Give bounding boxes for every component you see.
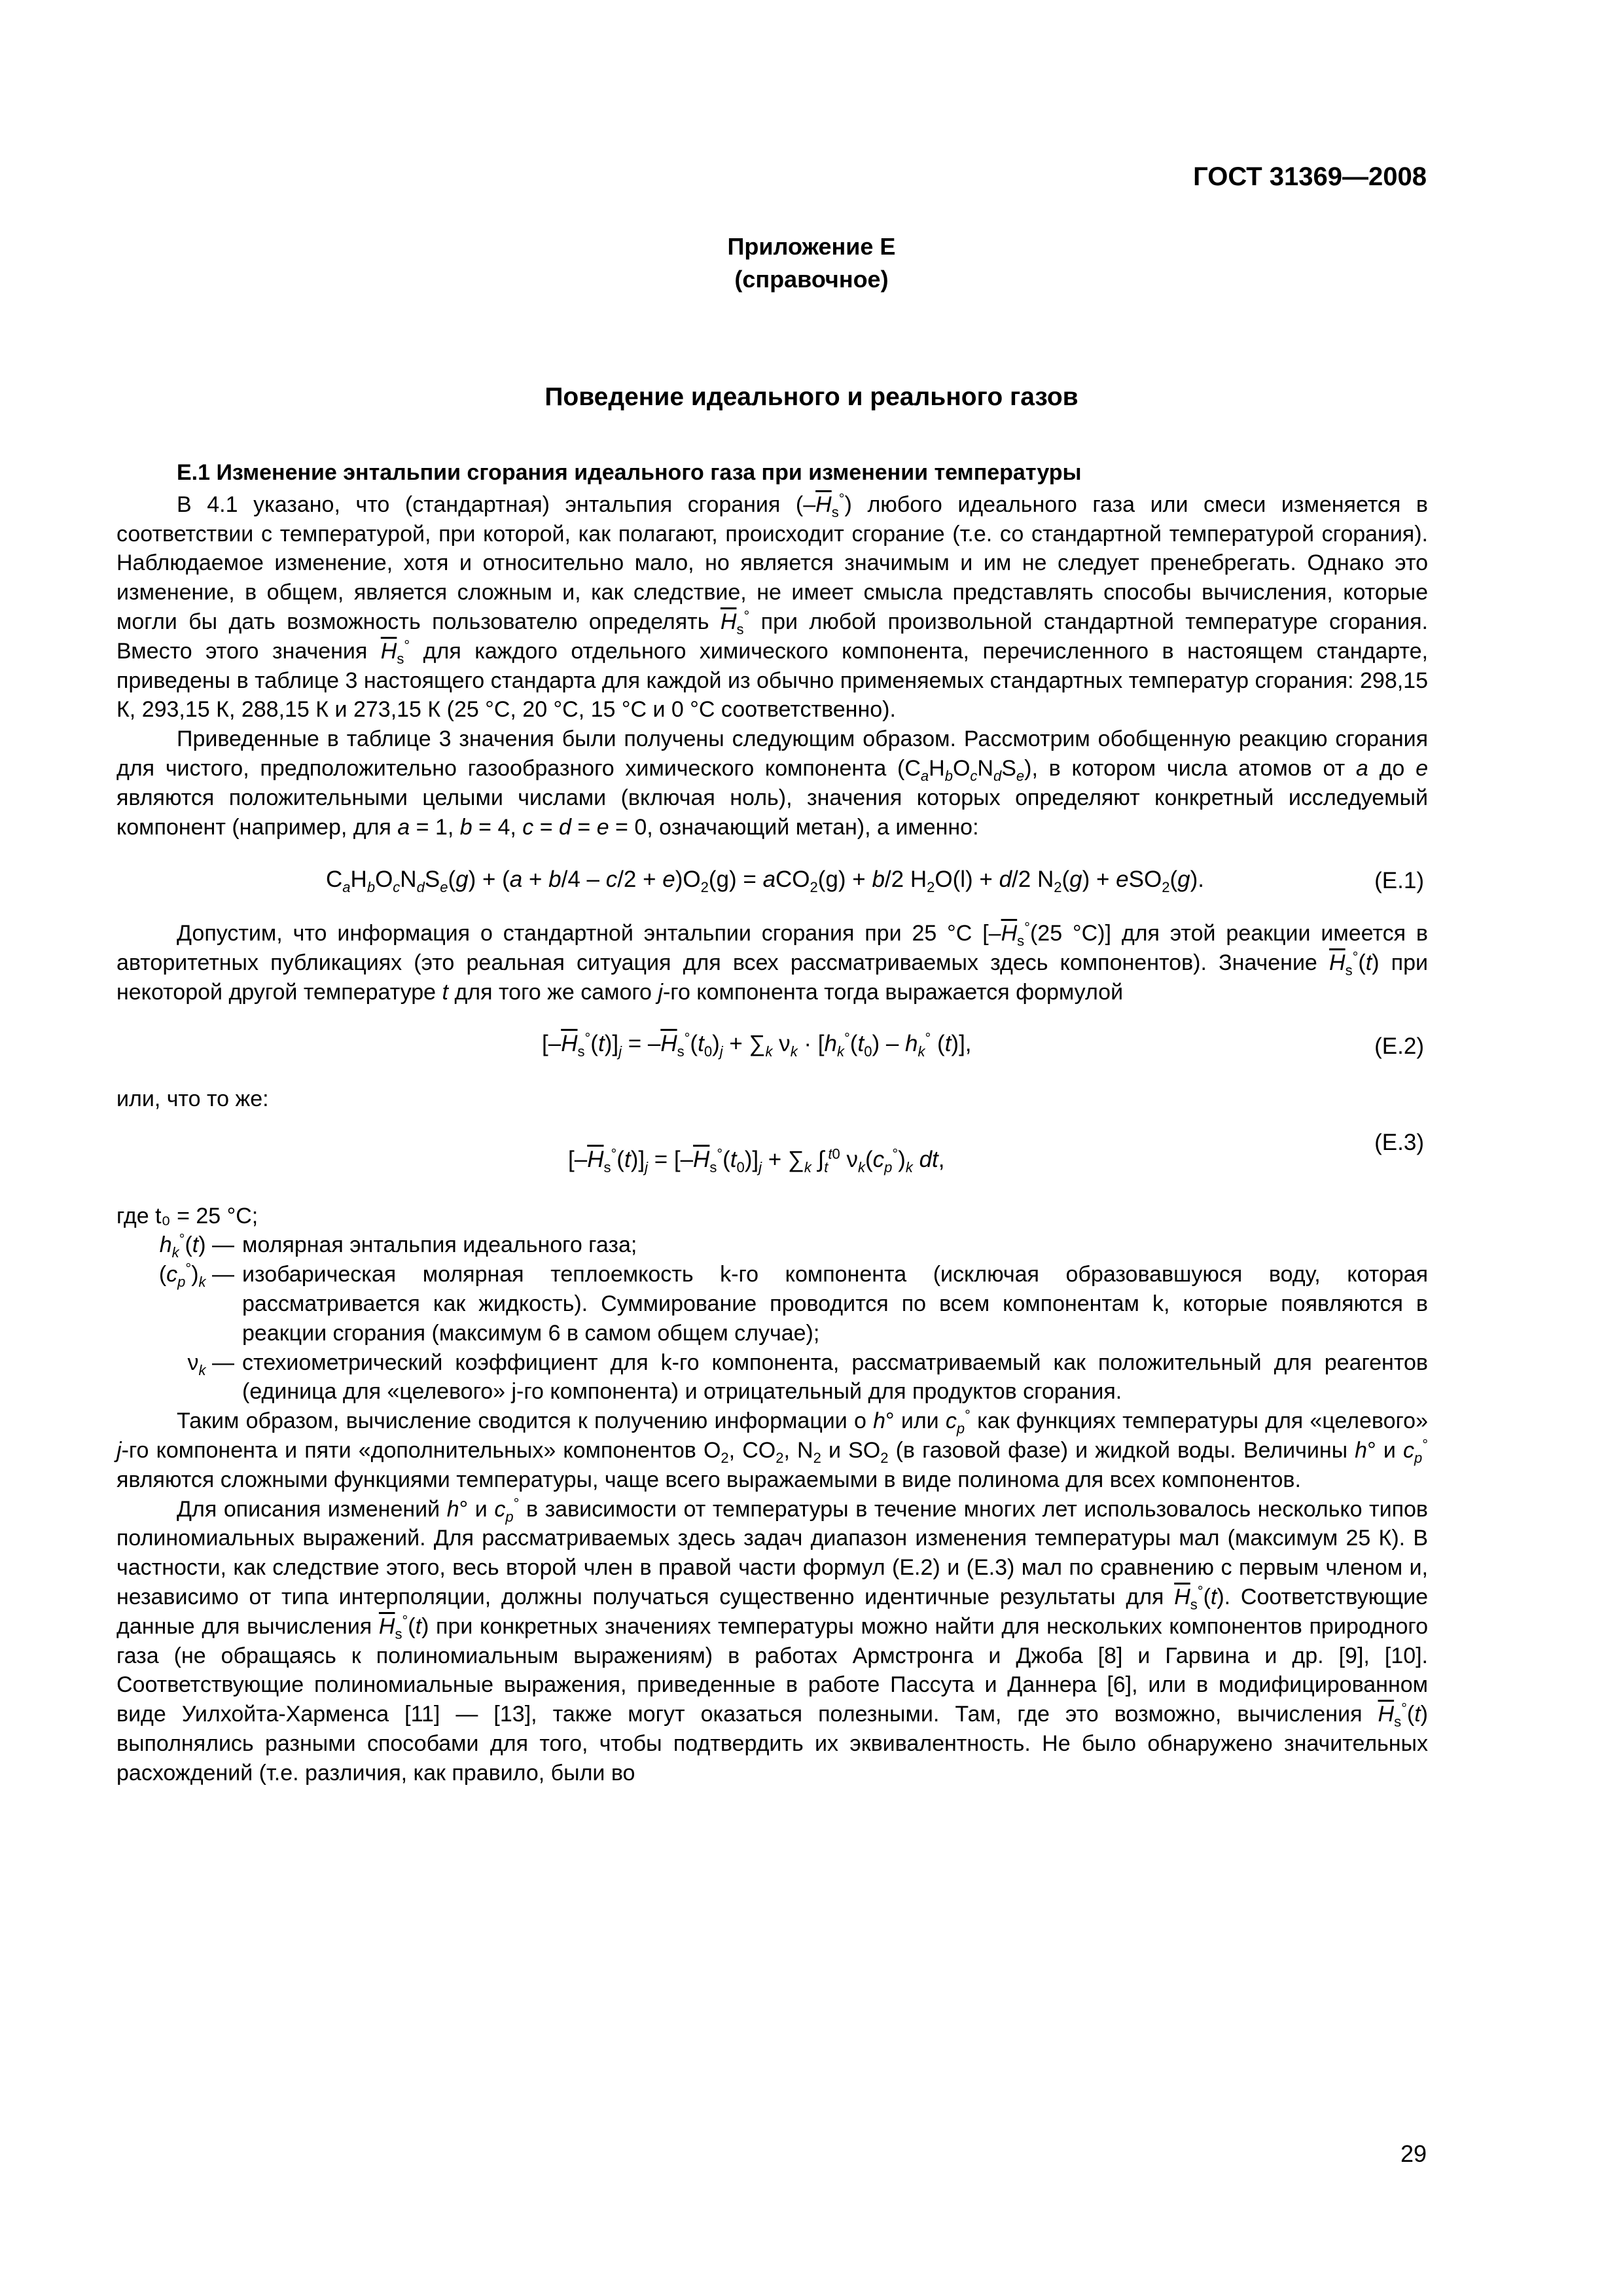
definition-item: [116, 1348, 1428, 1407]
annex-heading: [0, 230, 1623, 296]
equation-e2-formula: $[-\overline{H}_s^\circ(t)]_j = -\overline{H}_s^\circ(t_0)_j + \sum_k$ $\nu_k \cdot [h_k^\circ(t_0) - h_k^\circ$ (t)],: [542, 1030, 972, 1060]
equation-e3-number: (Е.3): [1374, 1129, 1424, 1155]
equation-e3-formula: $[-\overline{H}_s^\circ(t)]_j = [-\overline{H}_s^\circ(t_0)]_j + \sum_k$ $\int_t^{t0}$ $\nu_k(c_p^\circ)_k$ dt,: [568, 1145, 945, 1175]
definition-symbol: $\nu_k$ —: [187, 1350, 234, 1378]
equation-e1-number: (Е.1): [1374, 868, 1424, 894]
equation-e3: [116, 1114, 1428, 1198]
definition-item: [116, 1260, 1428, 1348]
equation-e2: [116, 1007, 1428, 1085]
subsection-heading: Е.1 Изменение энтальпии сгорания идеального газа при изменении температуры: [177, 460, 1082, 485]
paragraph-3: Допустим, что информация о стандартной энтальпии сгорания при 25 °С [$-\overline{H}_s^\circ(25$ °С)] для этой реакции имеется в авторитетных публикациях (это реальная ситуация для всех рассматриваемых здесь компонентов). Значение $\overline{H}_s^\circ(t)$ при некоторой другой температуре t для того же самого j-го компонента тогда выражается формулой: [116, 920, 1428, 1005]
definition-text: изобарическая молярная теплоемкость k-го компонента (исключая образовавшуюся воду, которая рассматривается как жидкость). Суммирование проводится по всем компонентам k, которые появляются в реакции сгорания (максимум 6 в самом общем случае);: [242, 1262, 1428, 1346]
page-number: 29: [1400, 2140, 1427, 2167]
equation-e1: [116, 842, 1428, 919]
definition-text: молярная энтальпия идеального газа;: [242, 1232, 637, 1258]
paragraph-2: Приведенные в таблице 3 значения были получены следующим образом. Рассмотрим обобщенную реакцию сгорания для чистого, предположительно газообразного химического компонента $(C_aH_bO_cN_dS_e)$, в котором числа атомов от a до e являются положительными целыми числами (включая ноль), значения которых определяют конкретный исследуемый компонент (например, для a = 1, b = 4, c = d = e = 0, означающий метан), а именно:: [116, 726, 1428, 840]
document-body: [116, 458, 1428, 1787]
paragraph-5: Для описания изменений h° и $c_p^\circ$ в зависимости от температуры в течение многих лет использовалось несколько типов полиномиальных выражений. Для рассматриваемых здесь задач диапазон изменения температуры мал (максимум 25 К). В частности, как следствие этого, весь второй член в правой части формул (Е.2) и (Е.3) мал по сравнению с первым членом и, независимо от типа интерполяции, должны получаться существенно идентичные результаты для $\overline{H}_s^\circ(t)$. Соответствующие данные для вычисления $\overline{H}_s^\circ(t)$ при конкретных значениях температуры можно найти для нескольких компонентов природного газа (не обращаясь к полиномиальным выражениям) в работах Армстронга и Джоба [8] и Гарвина и др. [9], [10]. Соответствующие полиномиальные выражения, приведенные в работе Пассута и Даннера [6], или в модифицированном виде Уилхойта-Харменса [11] — [13], также могут оказаться полезными. Там, где это возможно, вычисления $\overline{H}_s^\circ(t)$ выполнялись разными способами для того, чтобы подтвердить их эквивалентность. Не было обнаружено значительных расхождений (т.е. различия, как правило, были во: [116, 1495, 1428, 1785]
definitions-where: где t₀ = 25 °С;: [116, 1203, 259, 1229]
standard-number: ГОСТ 31369—2008: [1193, 162, 1427, 191]
paragraph-or: или, что то же:: [116, 1086, 269, 1111]
section-title: Поведение идеального и реального газов: [544, 383, 1079, 411]
paragraph-1: В 4.1 указано, что (стандартная) энтальпия сгорания $(-\overline{H}_s^\circ)$ любого идеального газа или смеси изменяется в соответствии с температурой, при которой, как полагают, происходит сгорание (т.е. со стандартной температурой сгорания). Наблюдаемое изменение, хотя и относительно мало, но является значимым и им не следует пренебрегать. Однако это изменение, в общем, является сложным и, как следствие, не имеет смысла представлять способы вычисления, которые могли бы дать возможность пользователю определять $\overline{H}_s^\circ$ при любой произвольной стандартной температуре сгорания. Вместо этого значения $\overline{H}_s^\circ$ для каждого отдельного химического компонента, перечисленного в настоящем стандарте, приведены в таблице 3 настоящего стандарта для каждой из обычно применяемых стандартных температур сгорания: 298,15 К, 293,15 К, 288,15 К и 273,15 К (25 °С, 20 °С, 15 °С и 0 °С соответственно).: [116, 490, 1428, 723]
annex-type: (справочное): [734, 266, 889, 293]
definition-symbol: $(c_p^\circ)_k$ —: [158, 1260, 234, 1290]
definition-text: стехиометрический коэффициент для k-го компонента, рассматриваемый как положительный для реагентов (единица для «целевого» j-го компонента) и отрицательный для продуктов сгорания.: [242, 1350, 1428, 1405]
annex-title: Приложение Е: [727, 233, 896, 260]
definition-item: [116, 1230, 1428, 1260]
paragraph-4: Таким образом, вычисление сводится к получению информации о h° или $c_p^\circ$ как функциях температуры для «целевого» j-го компонента и пяти «дополнительных» компонентов $O_2$, $CO_2$, $N_2$ и $SO_2$ (в газовой фазе) и жидкой воды. Величины h° и $c_p^\circ$ являются сложными функциями температуры, чаще всего выражаемыми в виде полинома для всех компонентов.: [116, 1407, 1428, 1492]
equation-e2-number: (Е.2): [1374, 1033, 1424, 1059]
definition-symbol: $h_k^\circ(t)$ —: [159, 1231, 234, 1261]
equation-e1-formula: $C_aH_bO_cN_dS_e(g) + (a + b/4 - c/2 + e)O_2(g) = aCO_2(g) + b/2$ $H_2O(l) + d/2$ $N_2(g) + eSO_2(g)$.: [326, 867, 1204, 896]
definitions-block: [116, 1202, 1428, 1407]
